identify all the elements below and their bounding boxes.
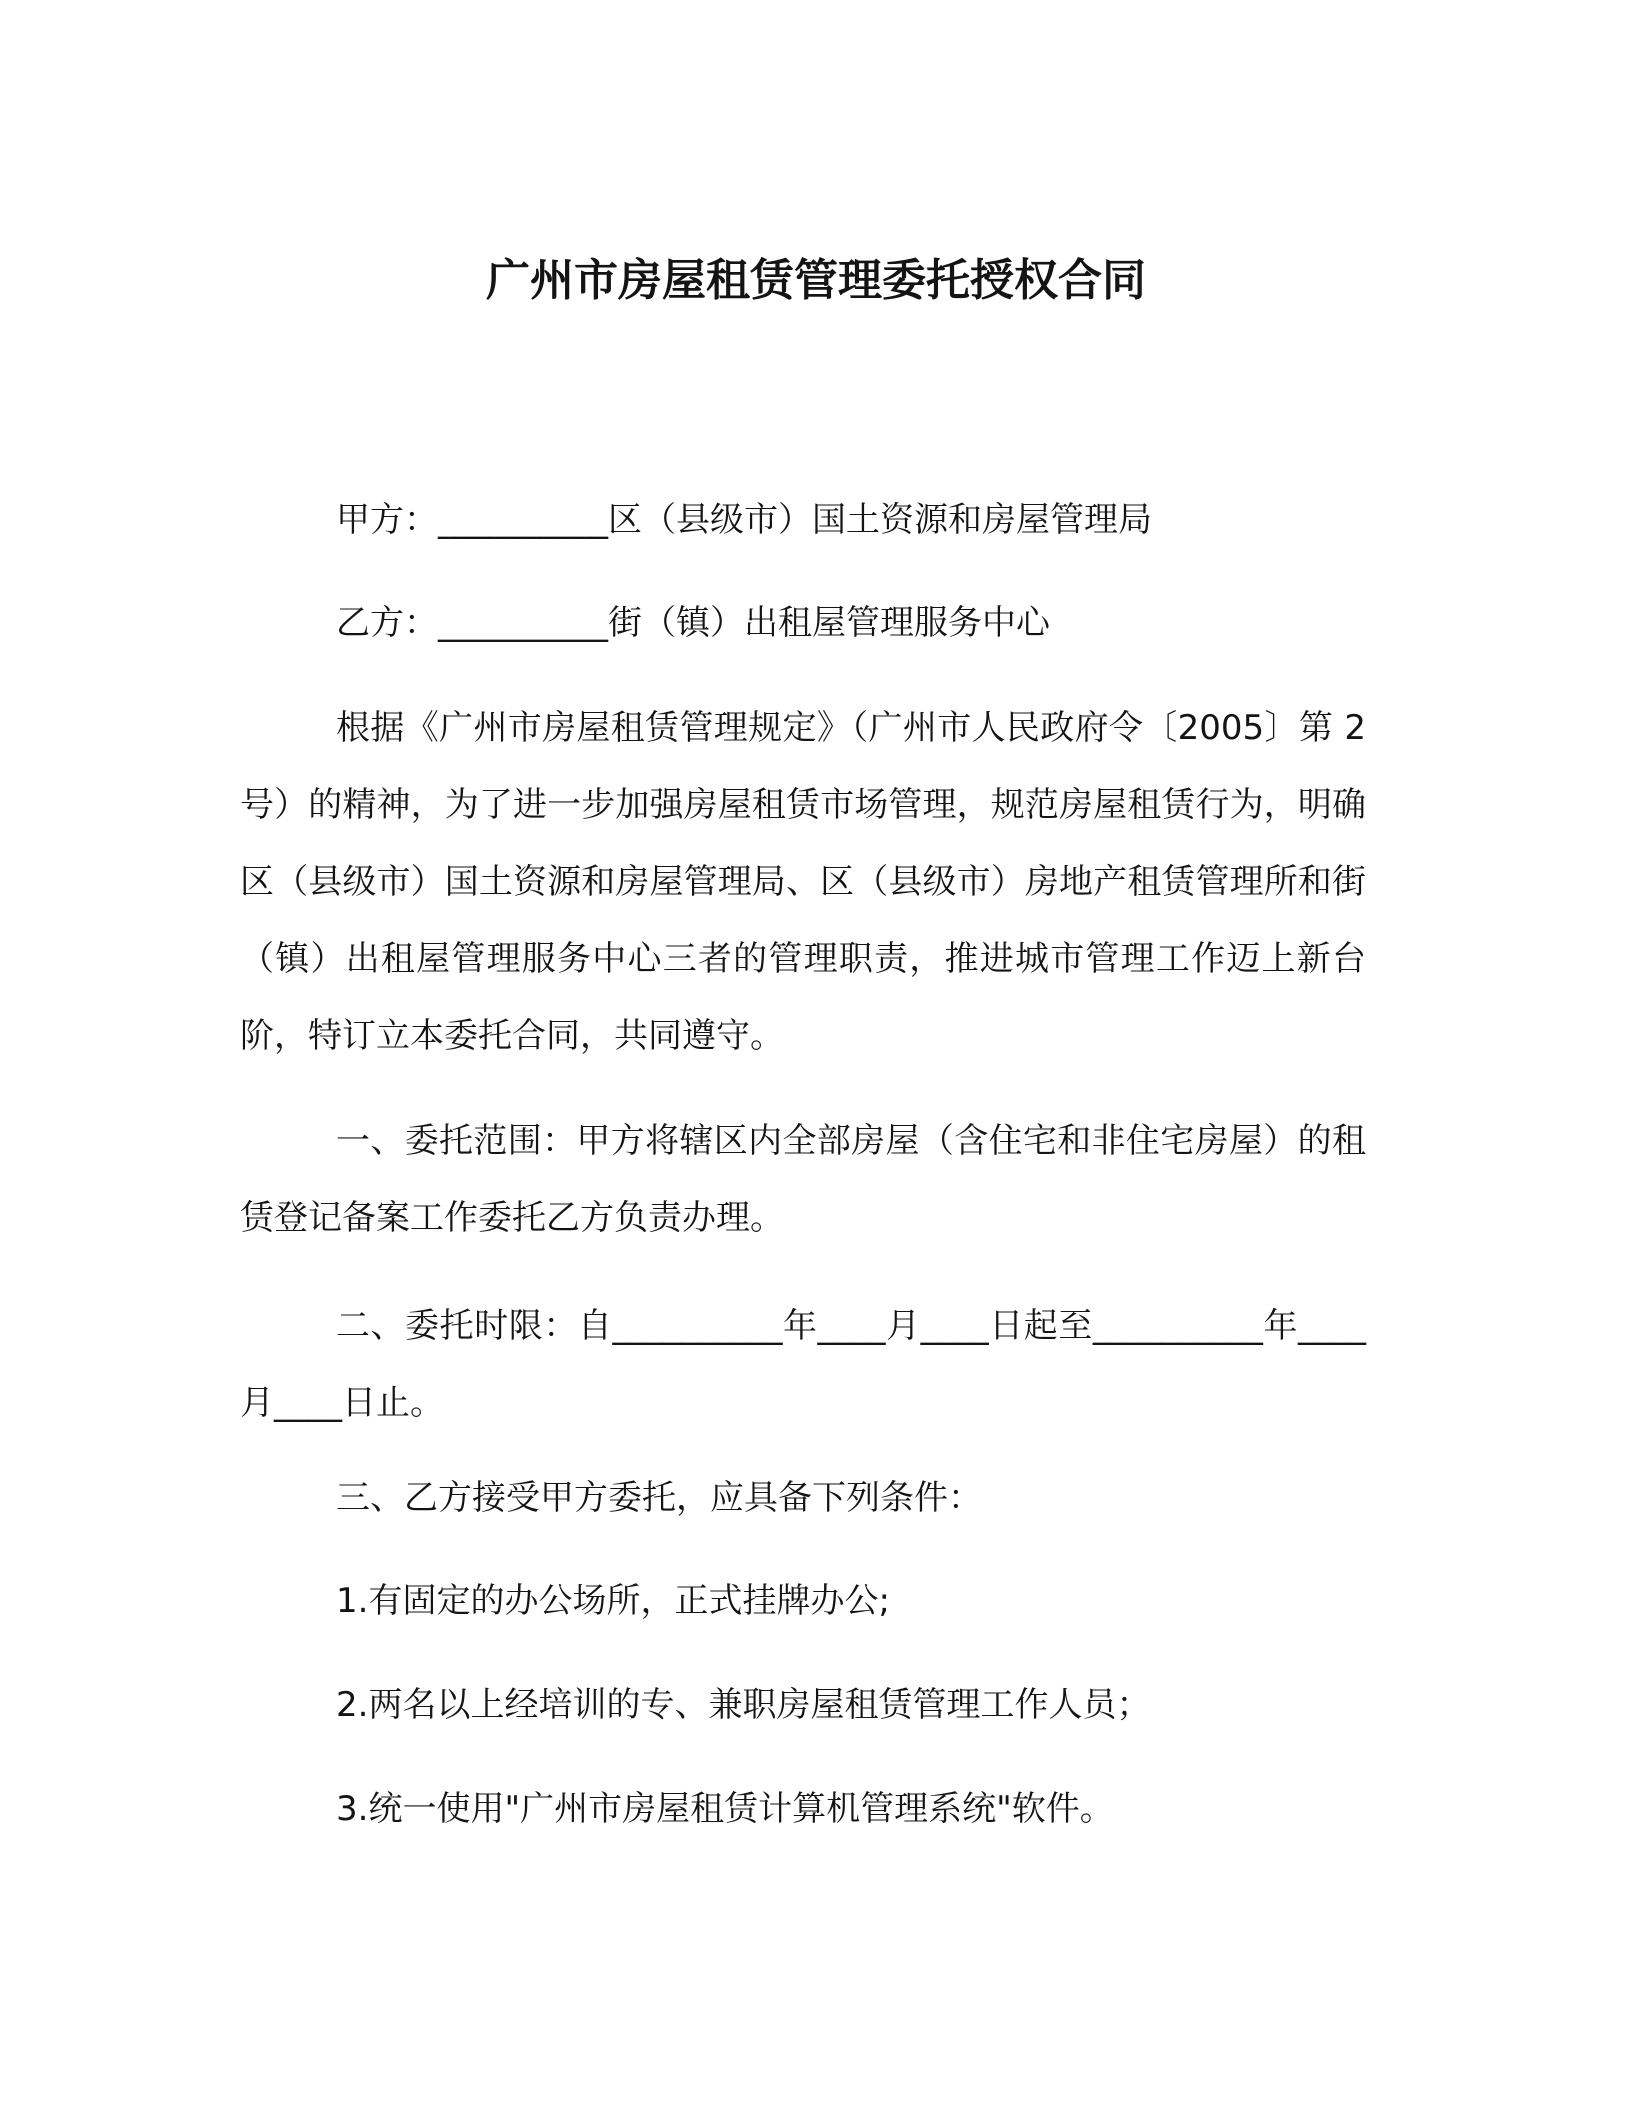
preamble-paragraph: 根据《广州市房屋租赁管理规定》（广州市人民政府令〔2005〕第 2 号）的精神，为了进一步加强房屋租赁市场管理，规范房屋租赁行为，明确区（县级市）国土资源和房屋管理局、区（县级市）房地产租赁管理所和街（镇）出租屋管理服务中心三者的管理职责，推进城市管理工作迈上新台阶，特订立本委托合同，共同遵守。 xyxy=(240,708,1366,1056)
document-title: 广州市房屋租赁管理委托授权合同 xyxy=(486,255,1146,307)
condition-item: 2.两名以上经培训的专、兼职房屋租赁管理工作人员； xyxy=(336,1685,1151,1725)
party-b-line: 乙方：__________街（镇）出租屋管理服务中心 xyxy=(336,603,1050,643)
clause-conditions-heading: 三、乙方接受甲方委托，应具备下列条件： xyxy=(336,1478,982,1518)
condition-item: 1.有固定的办公场所，正式挂牌办公; xyxy=(336,1581,890,1621)
clause-scope: 一、委托范围：甲方将辖区内全部房屋（含住宅和非住宅房屋）的租赁登记备案工作委托乙方负责办理。 xyxy=(240,1121,1366,1238)
party-a-line: 甲方：__________区（县级市）国土资源和房屋管理局 xyxy=(336,500,1152,540)
clause-term: 二、委托时限：自__________年____月____日起至__________年____月____日止。 xyxy=(240,1306,1366,1423)
condition-item: 3.统一使用"广州市房屋租赁计算机管理系统"软件。 xyxy=(336,1789,1114,1829)
